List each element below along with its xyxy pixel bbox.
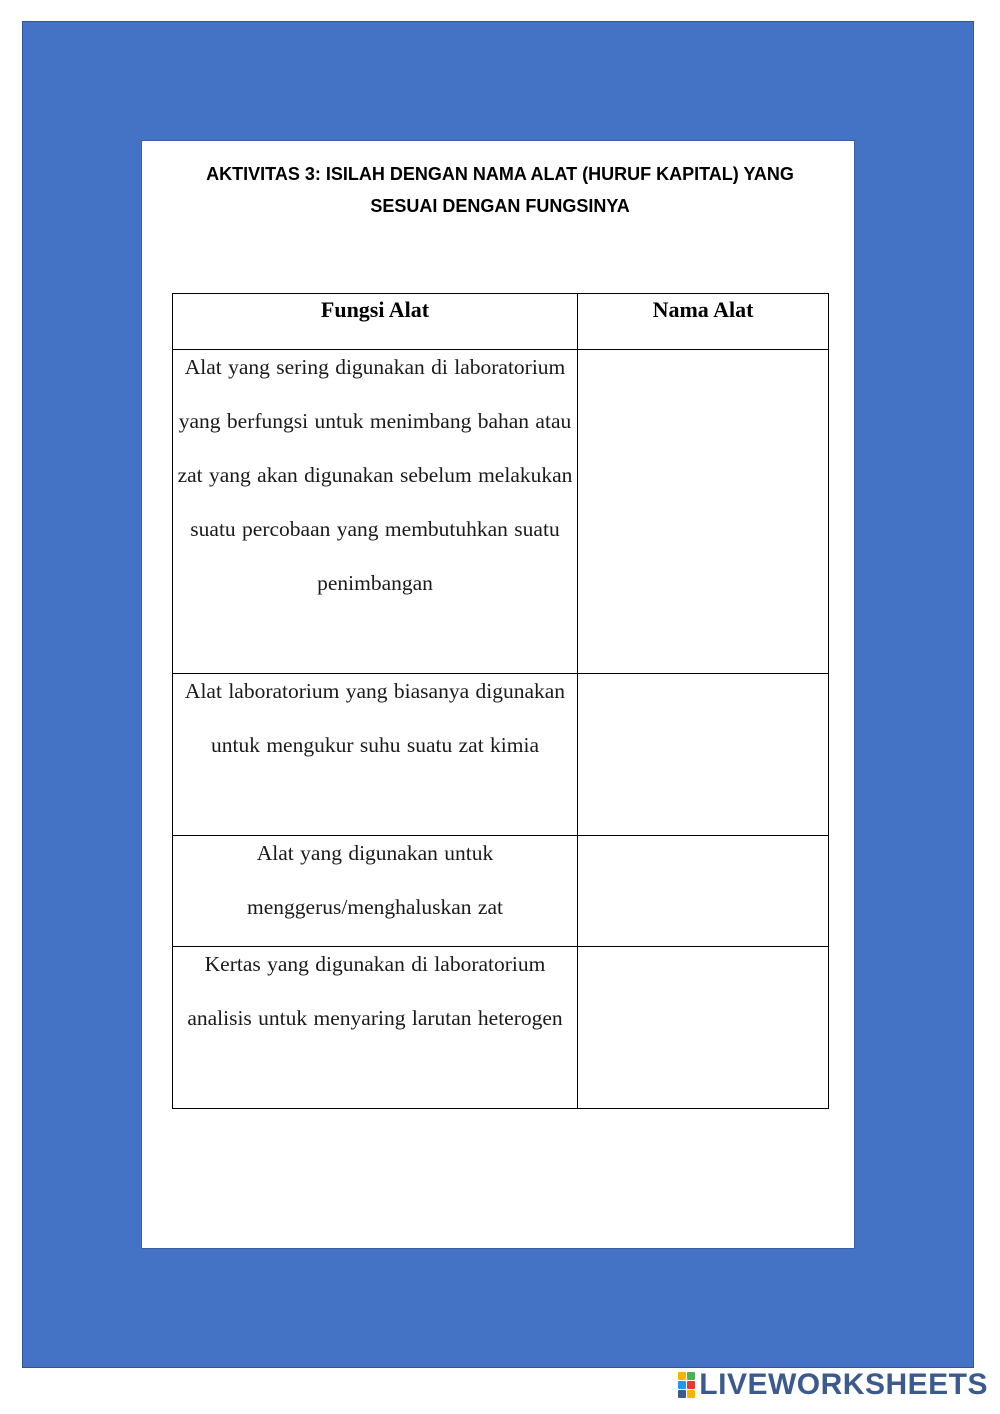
answer-cell[interactable]: [578, 947, 829, 1109]
table-row: [173, 674, 829, 836]
function-cell: Alat yang sering digunakan di laboratorium yang berfungsi untuk menimbang bahan atau zat yang akan digunakan sebelum melakukan suatu percobaan yang membutuhkan suatu penimbangan: [173, 350, 578, 674]
activity-title: AKTIVITAS 3: ISILAH DENGAN NAMA ALAT (HURUF KAPITAL) YANG SESUAI DENGAN FUNGSINYA: [206, 164, 794, 216]
function-cell: Alat yang digunakan untuk menggerus/menghaluskan zat: [173, 836, 578, 947]
brand-name: LIVEWORKSHEETS: [699, 1368, 988, 1401]
function-cell: Alat laboratorium yang biasanya digunakan untuk mengukur suhu suatu zat kimia: [173, 674, 578, 836]
table-row: [173, 836, 829, 947]
header-fungsi-alat: Fungsi Alat: [173, 294, 578, 350]
answer-cell[interactable]: [578, 350, 829, 674]
header-nama-alat: Nama Alat: [578, 294, 829, 350]
table-row: [173, 947, 829, 1109]
answer-cell[interactable]: [578, 674, 829, 836]
table-row: [173, 350, 829, 674]
liveworksheets-logo-icon: [678, 1372, 695, 1398]
function-cell: Kertas yang digunakan di laboratorium analisis untuk menyaring larutan heterogen: [173, 947, 578, 1109]
liveworksheets-logo: [678, 1368, 988, 1402]
activity-table: [172, 293, 829, 1109]
answer-cell[interactable]: [578, 836, 829, 947]
